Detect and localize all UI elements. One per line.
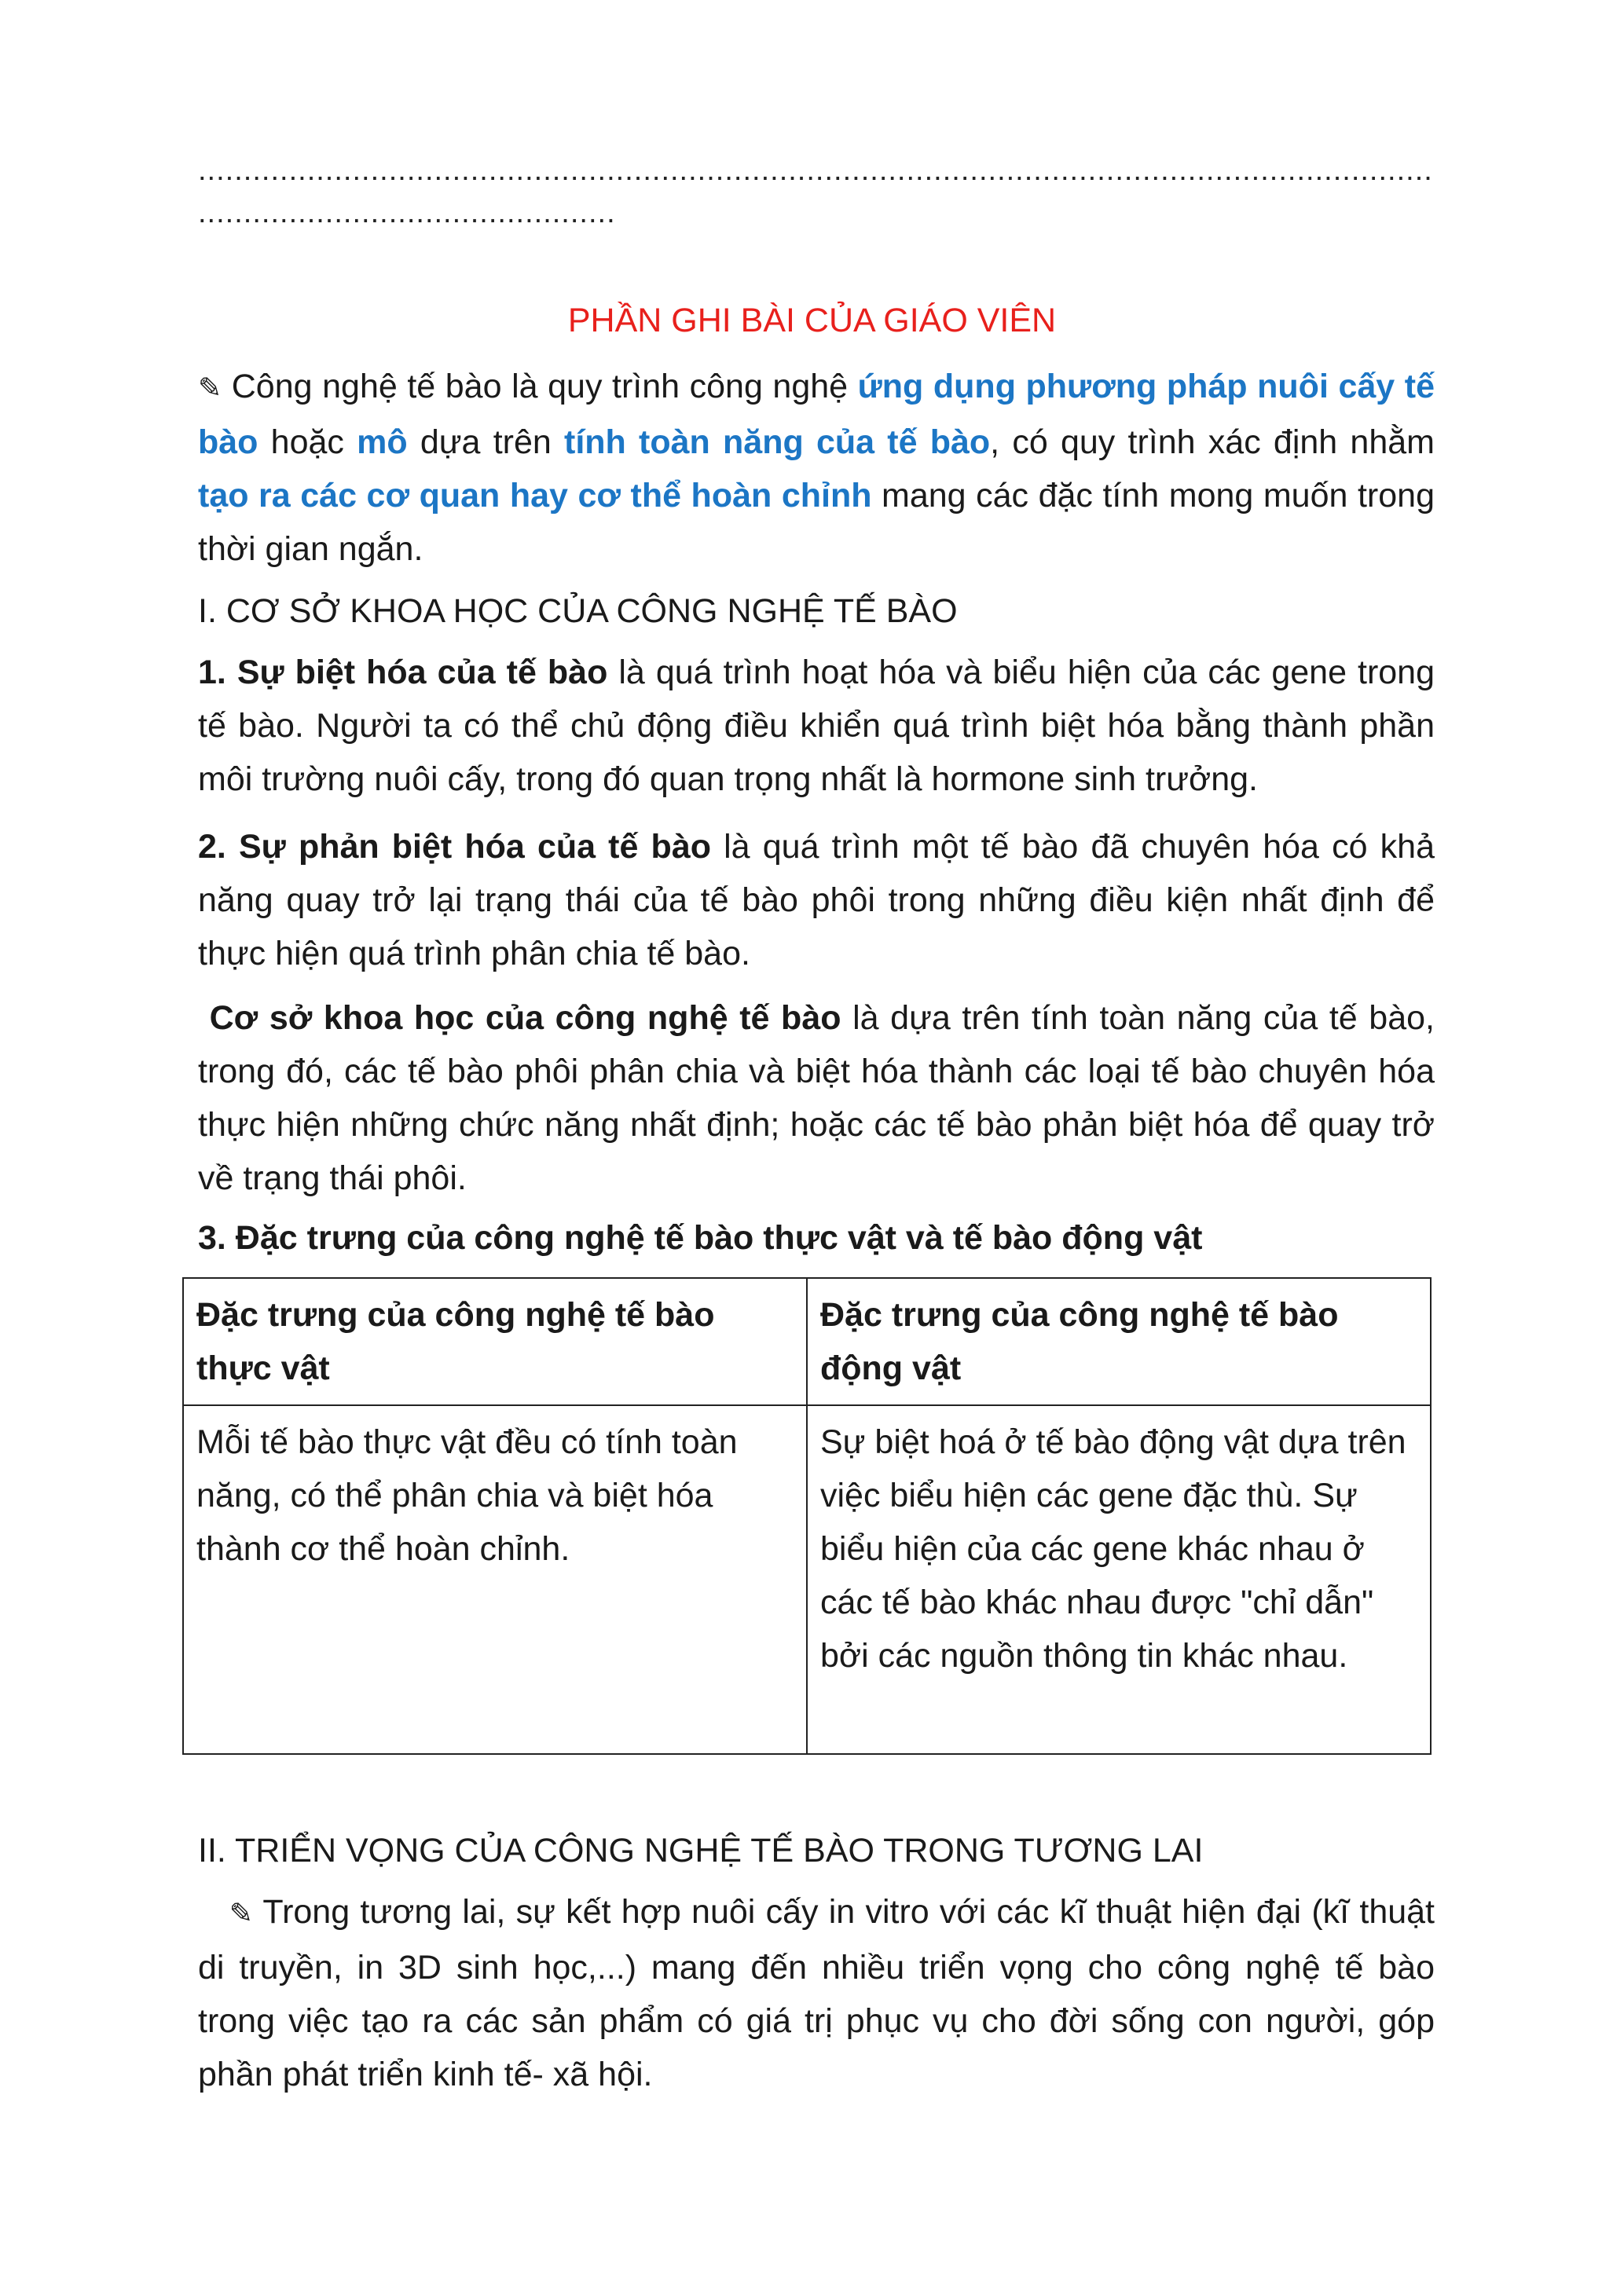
comparison-table xyxy=(182,1277,1432,1755)
item-3-heading: 3. Đặc trưng của công nghệ tế bào thực vật và tế bào động vật xyxy=(198,1219,1203,1257)
dotted-line: ........................................................................................................................................ xyxy=(198,154,1433,187)
section-2-paragraph: ✎ Trong tương lai, sự kết hợp nuôi cấy in vitro với các kĩ thuật hiện đại (kĩ thuật di truyền, in 3D sinh học,...) mang đến nhiều triển vọng cho công nghệ tế bào trong việc tạo ra các sản phẩm có giá trị phục vụ cho đời sống con người, góp phần phát triển kinh tế- xã hội. xyxy=(198,1893,1435,2093)
section-1-heading: I. CƠ SỞ KHOA HỌC CỦA CÔNG NGHỆ TẾ BÀO xyxy=(198,592,958,630)
table-header-row xyxy=(183,1278,1431,1405)
table-cell: Sự biệt hoá ở tế bào động vật dựa trên việc biểu hiện các gene đặc thù. Sự biểu hiện của các gene khác nhau ở các tế bào khác nhau được "chỉ dẫn" bởi các nguồn thông tin khác nhau. xyxy=(807,1405,1431,1754)
basis-paragraph: Cơ sở khoa học của công nghệ tế bào là dựa trên tính toàn năng của tế bào, trong đó, các tế bào phôi phân chia và biệt hóa thành các loại tế bào chuyên hóa thực hiện những chức năng nhất định; hoặc các tế bào phản biệt hóa để quay trở về trạng thái phôi. xyxy=(198,999,1435,1197)
table-cell: Mỗi tế bào thực vật đều có tính toàn năng, có thể phân chia và biệt hóa thành cơ thể hoàn chỉnh. xyxy=(183,1405,807,1754)
section-2-heading: II. TRIỂN VỌNG CỦA CÔNG NGHỆ TẾ BÀO TRONG TƯƠNG LAI xyxy=(198,1832,1204,1869)
highlight-phrase: mô xyxy=(357,423,408,461)
item-1-paragraph: 1. Sự biệt hóa của tế bào là quá trình hoạt hóa và biểu hiện của các gene trong tế bào. Người ta có thể chủ động điều khiển quá trình biệt hóa bằng thành phần môi trường nuôi cấy, trong đó quan trọng nhất là hormone sinh trưởng. xyxy=(198,654,1435,798)
table-header-cell: Đặc trưng của công nghệ tế bào thực vật xyxy=(183,1278,807,1405)
pencil-icon: ✎ xyxy=(198,372,222,405)
highlight-phrase: tạo ra các cơ quan hay cơ thể hoàn chỉnh xyxy=(198,477,872,514)
section-title: PHẦN GHI BÀI CỦA GIÁO VIÊN xyxy=(567,302,1057,339)
highlight-phrase: tính toàn năng của tế bào xyxy=(564,423,991,461)
intro-paragraph: ✎ Công nghệ tế bào là quy trình công nghệ ứng dụng phương pháp nuôi cấy tế bào hoặc mô dựa trên tính toàn năng của tế bào, có quy trình xác định nhằm tạo ra các cơ quan hay cơ thể hoàn chỉnh mang các đặc tính mong muốn trong thời gian ngắn. xyxy=(198,368,1435,568)
highlight-phrase: ứng dụng phương pháp nuôi cấy tế bào xyxy=(198,368,1435,461)
pencil-icon: ✎ xyxy=(229,1898,253,1930)
item-2-paragraph: 2. Sự phản biệt hóa của tế bào là quá trình một tế bào đã chuyên hóa có khả năng quay trở lại trạng thái của tế bào phôi trong những điều kiện nhất định để thực hiện quá trình phân chia tế bào. xyxy=(198,828,1435,972)
dotted-line: .............................................. xyxy=(198,196,616,229)
table-header-cell: Đặc trưng của công nghệ tế bào động vật xyxy=(807,1278,1431,1405)
table-row xyxy=(183,1405,1431,1754)
